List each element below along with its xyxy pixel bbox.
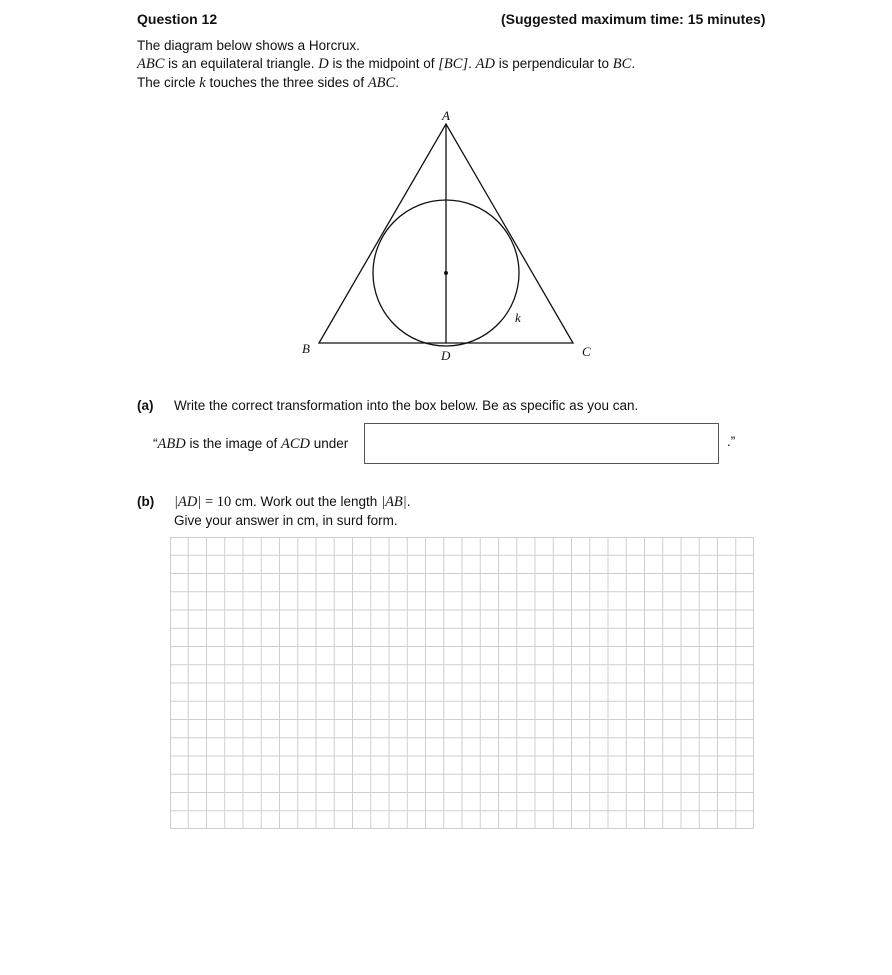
question-title: Question 12 [137, 11, 218, 27]
intro-text: is an equilateral triangle. [164, 56, 319, 71]
vertex-label-c: C [582, 344, 591, 359]
math-equals-ten: = 10 [201, 494, 232, 510]
vertex-label-a: A [442, 108, 450, 123]
math-ad-length: |AD| [174, 494, 202, 510]
part-a-label: (a) [137, 398, 154, 413]
math-ab-length: |AB| [381, 494, 407, 510]
prefix-text: under [310, 436, 349, 451]
intro-text: is perpendicular to [494, 56, 613, 71]
math-abd: ABD [157, 436, 186, 452]
intro-text: . [395, 75, 399, 90]
intro-text: is the midpoint of [328, 56, 439, 71]
incircle-center-dot [444, 271, 448, 275]
working-grid[interactable] [170, 537, 754, 829]
math-ad: AD [475, 56, 495, 72]
answer-sentence-suffix: .” [727, 434, 736, 449]
part-b-label: (b) [137, 494, 155, 509]
open-quote: “ [153, 436, 158, 451]
question-text: . [406, 494, 411, 509]
math-d: D [318, 56, 329, 72]
transformation-answer-box[interactable] [364, 423, 719, 464]
part-a-instruction: Write the correct transformation into the box below. Be as specific as you can. [174, 398, 639, 413]
intro-line-1: The diagram below shows a Horcrux. [137, 38, 360, 53]
intro-line-3 [137, 75, 399, 92]
math-bc-segment: [BC] [438, 56, 469, 72]
vertex-label-b: B [302, 341, 310, 356]
math-abc: ABC [367, 75, 396, 91]
question-text: cm. Work out the length [231, 494, 382, 509]
math-abc: ABC [137, 56, 165, 72]
circle-label-k: k [515, 310, 521, 325]
intro-text: . [468, 56, 476, 71]
intro-text: touches the three sides of [205, 75, 368, 90]
intro-text: . [631, 56, 636, 71]
math-k: k [199, 75, 206, 91]
part-b-question [174, 494, 411, 511]
intro-text: The circle [137, 75, 200, 90]
prefix-text: is the image of [185, 436, 281, 451]
math-bc: BC [612, 56, 632, 72]
answer-sentence-prefix [153, 436, 348, 453]
part-b-instruction: Give your answer in cm, in surd form. [174, 513, 398, 528]
math-acd: ACD [281, 436, 310, 452]
point-label-d: D [441, 348, 451, 363]
intro-line-2 [137, 56, 635, 73]
horcrux-diagram [290, 102, 610, 372]
suggested-time-note: (Suggested maximum time: 15 minutes) [501, 11, 766, 27]
